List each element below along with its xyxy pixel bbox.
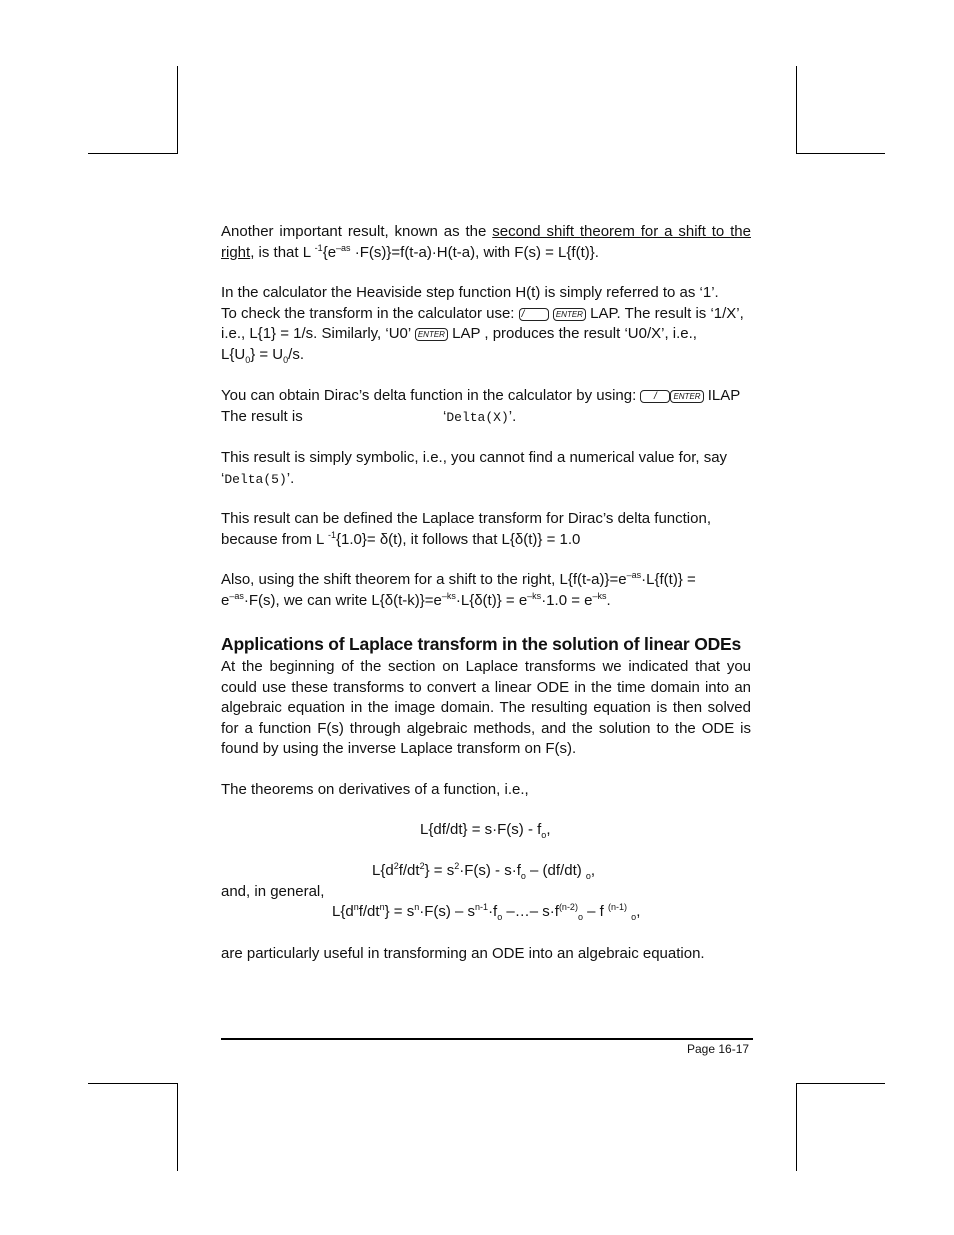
paragraph-derivative-theorems: The theorems on derivatives of a function, i.e., <box>221 781 529 798</box>
enter-key-icon: ENTER <box>670 390 703 403</box>
and-in-general-text: and, in general, <box>221 883 325 900</box>
crop-mark <box>796 1083 797 1171</box>
paragraph-heaviside: In the calculator the Heaviside step function H(t) is simply referred to as ‘1’. To check the transform in the calculator use: / ENTER LAP. The result is ‘1/X’, i.e., L{1} = 1/s. Similarly, ‘U0’ ENTER LAP , produces the result ‘U0/X’, i.e., $L\{U_0\} = U_0/s$. <box>221 284 744 365</box>
crop-mark <box>177 66 178 154</box>
crop-mark <box>796 1083 885 1084</box>
code-example: Delta(5) <box>224 471 287 487</box>
crop-mark <box>177 1083 178 1171</box>
crop-mark <box>796 66 797 154</box>
paragraph-shift-theorem: Also, using the shift theorem for a shift to the right, $L\{f(t-a)\}=e^{-as}\cdot L\{f(t)\}$ = $e^{-as}\cdot F(s)$, we can write $L\{\delta(t-k)\}=e^{-ks}\cdot L\{\delta(t)\} = e^{-ks}\cdot 1.0 = e^{-ks}$. <box>221 570 696 609</box>
equation-first-derivative: $L\{df/dt\} = s\cdot F(s) - f_o$, <box>420 821 551 840</box>
paragraph-dirac-delta: You can obtain Dirac’s delta function in the calculator by using: / ENTER ILAP The result is ‘Delta(X)’. <box>221 387 741 425</box>
crop-mark <box>88 153 177 154</box>
code-result: Delta(X) <box>446 409 509 425</box>
divide-key-icon: / <box>640 390 670 403</box>
crop-mark <box>88 1083 177 1084</box>
page-number: Page 16-17 <box>687 1042 750 1056</box>
enter-key-icon: ENTER <box>415 328 448 341</box>
enter-key-icon: ENTER <box>553 308 586 321</box>
footer-rule <box>221 1038 753 1040</box>
equation-second-derivative: $L\{d^2f/dt^2\} = s^2\cdot F(s) - s\cdot f_o - (df/dt)$ $_o$, <box>372 861 596 881</box>
underlined-term: second shift theorem for a shift to the <box>492 223 751 240</box>
divide-key-icon: / <box>519 308 549 321</box>
paragraph-conclusion: are particularly useful in transforming an ODE into an algebraic equation. <box>221 945 705 962</box>
paragraph-odes-intro: At the beginning of the section on Laplace transforms we indicated that you could use these transforms to convert a linear ODE in the time domain into an algebraic equation in the image domain. The resulting equation is then solved for a function F(s) through algebraic methods, and the solution to the ODE is found by using the inverse Laplace transform on F(s). <box>221 658 751 757</box>
crop-mark <box>796 153 885 154</box>
paragraph-second-shift-theorem: Another important result, known as the second shift theorem for a shift to the right, is that L $^{-1}\{e^{-as} \cdot F(s)\}=f(t-a)\cdot H(t-a)$, with F(s) = L{f(t)}. <box>221 223 751 261</box>
paragraph-symbolic: This result is simply symbolic, i.e., you cannot find a numerical value for, say ‘Delta(5)’. <box>221 449 728 487</box>
paragraph-delta-transform: This result can be defined the Laplace transform for Dirac’s delta function, because from L $^{-1}${1.0}= δ(t), it follows that L{δ(t)} = 1.0 <box>221 510 711 548</box>
section-heading: Applications of Laplace transform in the solution of linear ODEs <box>221 634 742 654</box>
equation-nth-derivative: $L\{d^nf/dt^n\} = s^n\cdot F(s) - s^{n-1}\cdot f_o$ –…– $s\cdot f^{(n-2)}_o - f$ $^{(n-1)}$ $_o$, <box>332 902 641 922</box>
underlined-term: right <box>221 243 251 261</box>
